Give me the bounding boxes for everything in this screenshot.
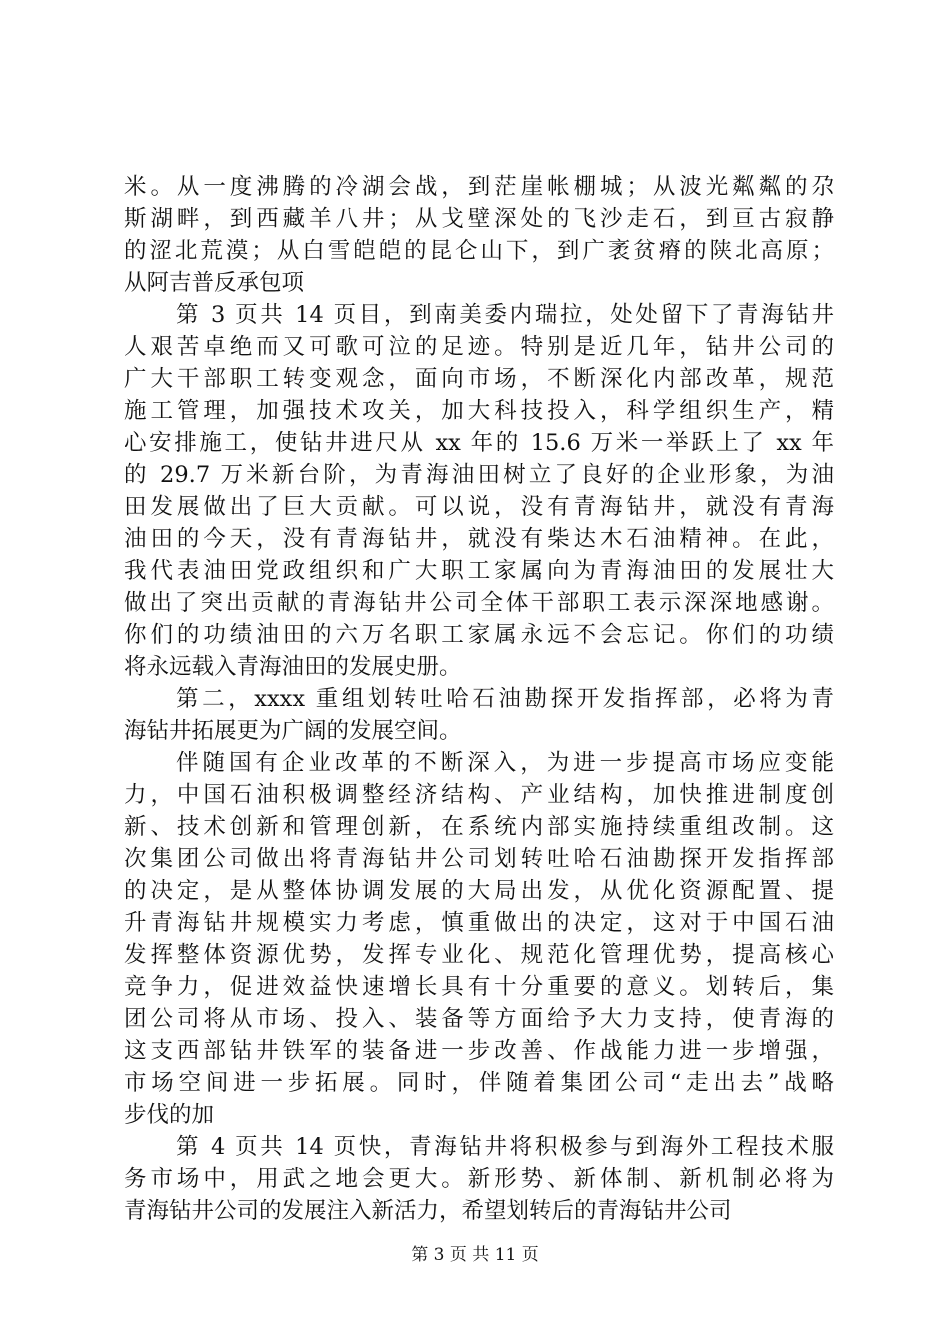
- text-line: 的 29.7 万米新台阶，为青海油田树立了良好的企业形象，为油: [124, 462, 834, 488]
- text-line: 这支西部钻井铁军的装备进一步改善、作战能力进一步增强，: [124, 1038, 834, 1064]
- text-line: 竞争力，促进效益快速增长具有十分重要的意义。划转后，集: [124, 974, 834, 1000]
- text-line: 的涩北荒漠；从白雪皑皑的昆仑山下，到广袤贫瘠的陕北高原；: [124, 238, 834, 264]
- paragraph: [124, 747, 834, 1131]
- text-line: 施工管理，加强技术攻关，加大科技投入，科学组织生产，精: [124, 398, 834, 424]
- text-line: 第 4 页共 14 页快，青海钻井将积极参与到海外工程技术服: [176, 1134, 834, 1160]
- text-line: 第二，xxxx 重组划转吐哈石油勘探开发指挥部，必将为青: [176, 686, 834, 712]
- text-line: 从阿吉普反承包项: [124, 270, 305, 296]
- text-line: 力，中国石油积极调整经济结构、产业结构，加快推进制度创: [124, 782, 834, 808]
- text-line: 米。从一度沸腾的冷湖会战，到茫崖帐棚城；从波光粼粼的尕: [124, 174, 834, 200]
- text-line: 田发展做出了巨大贡献。可以说，没有青海钻井，就没有青海: [124, 494, 834, 520]
- text-line: 新、技术创新和管理创新，在系统内部实施持续重组改制。这: [124, 814, 834, 840]
- text-line: 发挥整体资源优势，发挥专业化、规范化管理优势，提高核心: [124, 942, 834, 968]
- document-body: [124, 171, 834, 1227]
- text-line: 心安排施工，使钻井进尺从 xx 年的 15.6 万米一举跃上了 xx 年: [124, 430, 834, 456]
- text-line: 青海钻井公司的发展注入新活力，希望划转后的青海钻井公司: [124, 1198, 732, 1224]
- paragraph: [124, 299, 834, 683]
- text-line: 海钻井拓展更为广阔的发展空间。: [124, 718, 462, 744]
- text-line: 团公司将从市场、投入、装备等方面给予大力支持，使青海的: [124, 1006, 834, 1032]
- text-line: 将永远载入青海油田的发展史册。: [124, 654, 462, 680]
- paragraph: [124, 1131, 834, 1227]
- text-line: 次集团公司做出将青海钻井公司划转吐哈石油勘探开发指挥部: [124, 846, 834, 872]
- text-line: 伴随国有企业改革的不断深入，为进一步提高市场应变能: [176, 750, 834, 776]
- text-line: 升青海钻井规模实力考虑，慎重做出的决定，这对于中国石油: [124, 910, 834, 936]
- text-line: 市场空间进一步拓展。同时，伴随着集团公司“走出去”战略: [124, 1070, 834, 1096]
- text-line: 我代表油田党政组织和广大职工家属向为青海油田的发展壮大: [124, 558, 834, 584]
- text-line: 务市场中，用武之地会更大。新形势、新体制、新机制必将为: [124, 1166, 834, 1192]
- text-line: 的决定，是从整体协调发展的大局出发，从优化资源配置、提: [124, 878, 834, 904]
- text-line: 斯湖畔，到西藏羊八井；从戈壁深处的飞沙走石，到亘古寂静: [124, 206, 834, 232]
- page-footer: 第 3 页 共 11 页: [411, 1245, 539, 1265]
- text-line: 第 3 页共 14 页目，到南美委内瑞拉，处处留下了青海钻井: [176, 302, 834, 328]
- text-line: 做出了突出贡献的青海钻井公司全体干部职工表示深深地感谢。: [124, 590, 834, 616]
- paragraph: [124, 683, 834, 747]
- text-line: 油田的今天，没有青海钻井，就没有柴达木石油精神。在此，: [124, 526, 834, 552]
- text-line: 步伐的加: [124, 1102, 215, 1128]
- paragraph: [124, 171, 834, 299]
- text-line: 广大干部职工转变观念，面向市场，不断深化内部改革，规范: [124, 366, 834, 392]
- text-line: 人艰苦卓绝而又可歌可泣的足迹。特别是近几年，钻井公司的: [124, 334, 834, 360]
- text-line: 你们的功绩油田的六万名职工家属永远不会忘记。你们的功绩: [124, 622, 834, 648]
